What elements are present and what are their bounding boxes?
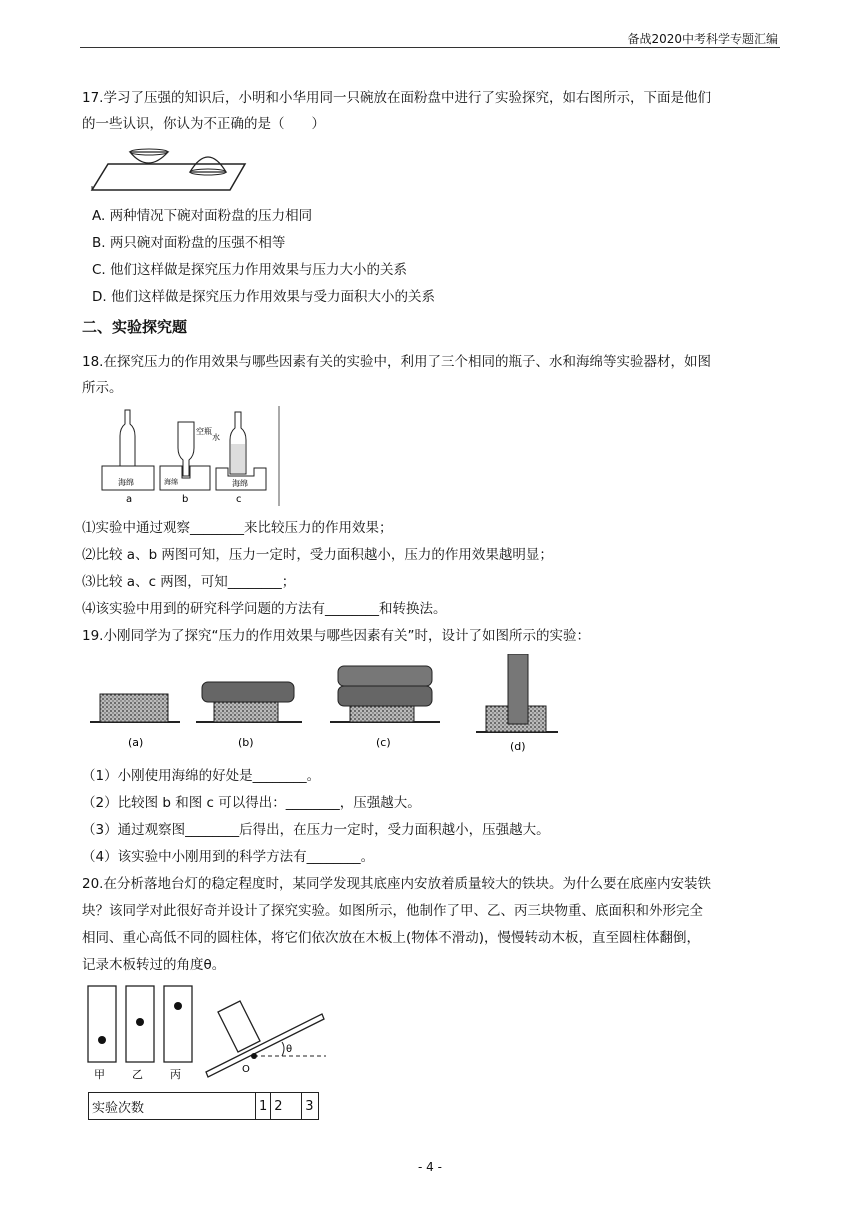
cylinders-tilt-figure (86, 984, 330, 1084)
q20-line-2: 块？该同学对此很好奇并设计了探究实验。如图所示，他制作了甲、乙、丙三块物重、底面积和外形完全 (82, 903, 703, 919)
header-title: 备战2020中考科学专题汇编 (627, 32, 778, 46)
q20-line-3: 相同、重心高低不同的圆柱体，将它们依次放在木板上(物体不滑动)，慢慢转动木板，直至圆柱体翻倒， (82, 930, 701, 946)
q20-line-4: 记录木板转过的角度θ。 (82, 957, 226, 973)
q19-stem: 19.小刚同学为了探究“压力的作用效果与哪些因素有关”时，设计了如图所示的实验： (82, 628, 590, 644)
q17-option-a: A. 两种情况下碗对面粉盘的压力相同 (92, 208, 313, 224)
q19-item-3: （3）通过观察图________后得出，在压力一定时，受力面积越小，压强越大。 (82, 822, 550, 838)
q18-item-1: ⑴实验中通过观察________来比较压力的作用效果； (82, 520, 393, 536)
q18-item-3: ⑶比较 a、c 两图，可知________； (82, 574, 296, 590)
q20-line-1: 20.在分析落地台灯的稳定程度时，某同学发现其底座内安放着质量较大的铁块。为什么要在底座内安装铁 (82, 876, 711, 892)
table-col-1: 1 (256, 1093, 271, 1120)
q19-item-2: （2）比较图 b 和图 c 可以得出：________，压强越大。 (82, 795, 421, 811)
sponge-label-a: 海绵 (118, 478, 134, 487)
q17-option-b: B. 两只碗对面粉盘的压强不相等 (92, 235, 286, 251)
block-label-bing: 丙 (170, 1068, 181, 1081)
water-label: 水 (212, 433, 220, 442)
q19-item-4: （4）该实验中小刚用到的科学方法有________。 (82, 849, 375, 865)
q17-option-d: D. 他们这样做是探究压力作用效果与受力面积大小的关系 (92, 289, 435, 305)
fig-label-b: b (182, 494, 189, 505)
q17-stem-line1: 17.学习了压强的知识后，小明和小华用同一只碗放在面粉盘中进行了实验探究，如右图所示，下面是他们 (82, 90, 711, 106)
q18-item-4: ⑷该实验中用到的研究科学问题的方法有________和转换法。 (82, 601, 447, 617)
sponge-label-c: 海绵 (232, 479, 248, 488)
bottles-on-sponge-figure (90, 404, 282, 508)
sponge-label-b: 海绵 (164, 478, 178, 486)
q18-stem-line2: 所示。 (82, 380, 123, 396)
fig19-label-b: (b) (238, 736, 254, 749)
table-row (89, 1093, 319, 1120)
empty-bottle-label: 空瓶 (196, 427, 212, 436)
q17-option-c: C. 他们这样做是探究压力作用效果与压力大小的关系 (92, 262, 408, 278)
q18-stem-line1: 18.在探究压力的作用效果与哪些因素有关的实验中，利用了三个相同的瓶子、水和海绵等实验器材，如图 (82, 354, 711, 370)
fig19-label-d: (d) (510, 740, 526, 753)
pivot-label: O (242, 1064, 250, 1075)
fig-label-a: a (126, 494, 133, 505)
page-number: - 4 - (418, 1160, 442, 1174)
fig19-label-c: (c) (376, 736, 391, 749)
fig-label-c: c (236, 494, 242, 505)
q17-stem-line2: 的一些认识，你认为不正确的是（ ） (82, 116, 325, 132)
block-label-yi: 乙 (132, 1068, 143, 1081)
results-table (88, 1092, 319, 1120)
table-col-3: 3 (302, 1093, 319, 1120)
angle-label: θ (286, 1044, 293, 1055)
table-col-2: 2 (271, 1093, 302, 1120)
q19-item-1: （1）小刚使用海绵的好处是________。 (82, 768, 321, 784)
block-label-jia: 甲 (94, 1068, 105, 1081)
section-heading: 二、实验探究题 (82, 318, 188, 336)
table-header-cell: 实验次数 (89, 1093, 256, 1120)
bowls-on-flour-tray-figure (90, 142, 250, 194)
q18-item-2: ⑵比较 a、b 两图可知，压力一定时，受力面积越小，压力的作用效果越明显； (82, 547, 553, 563)
fig19-label-a: (a) (128, 736, 144, 749)
page-header (80, 30, 780, 48)
sponge-experiment-figure (90, 654, 570, 758)
